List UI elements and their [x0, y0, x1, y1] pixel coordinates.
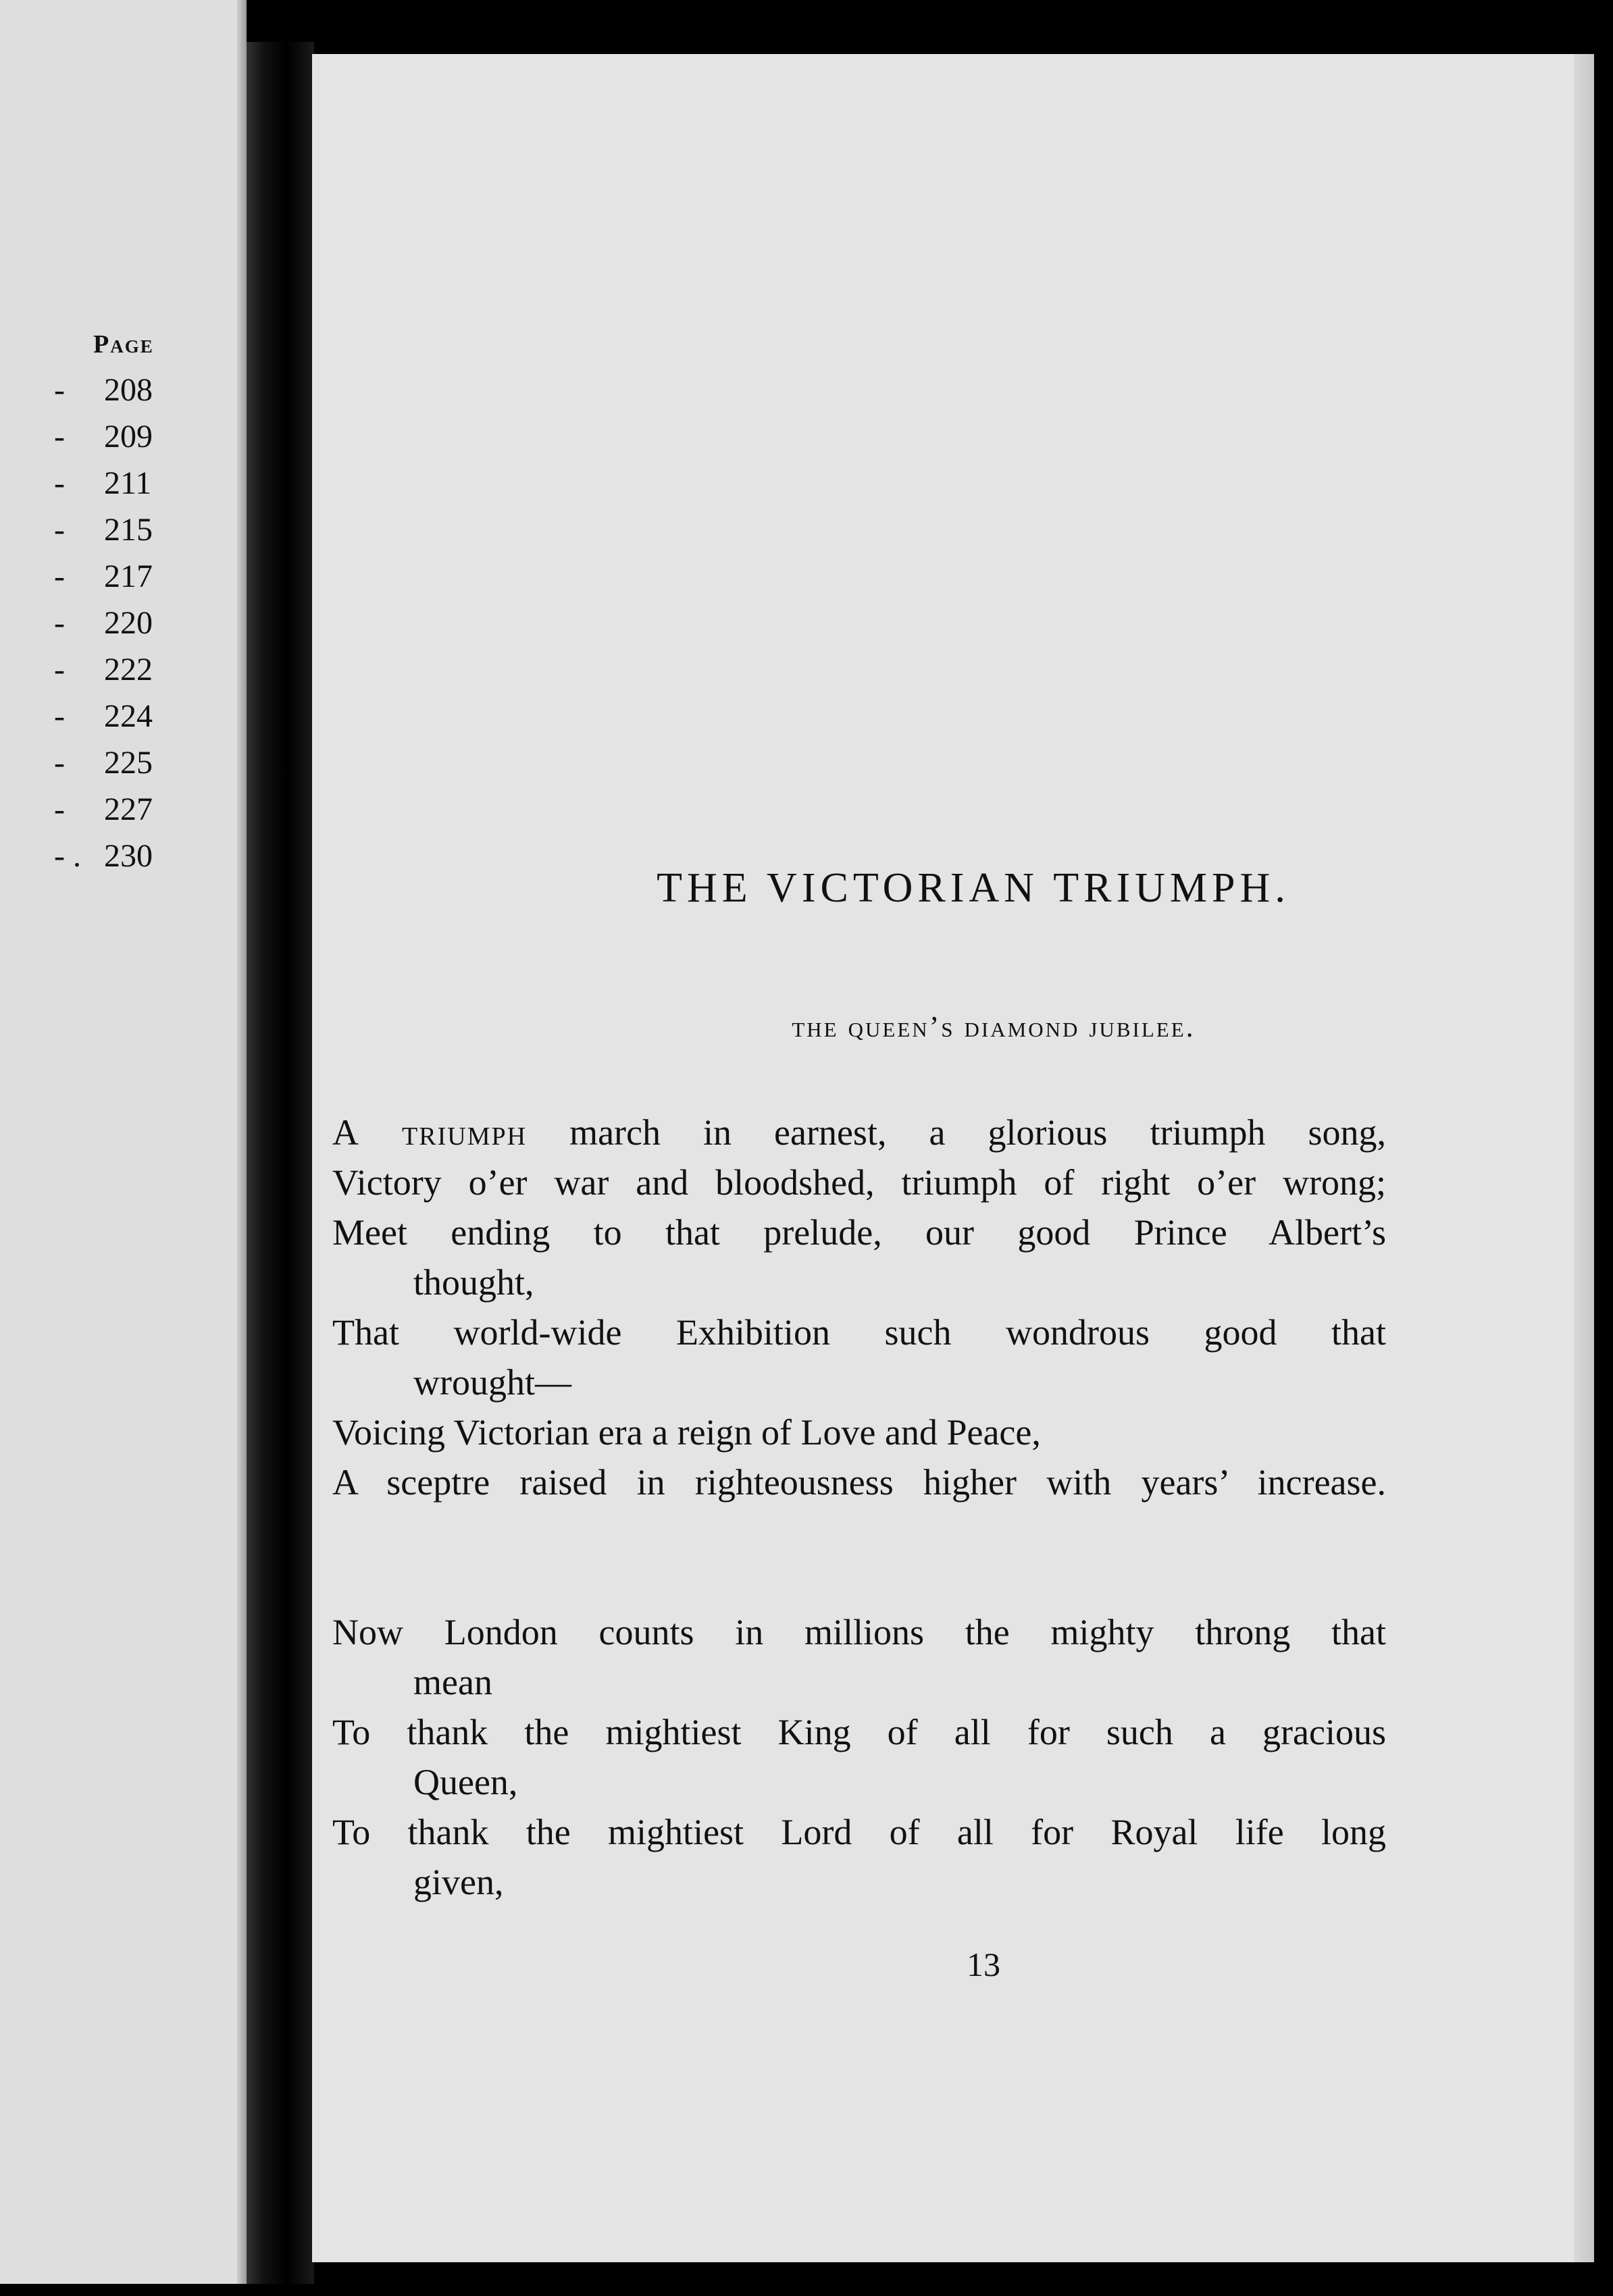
left-page: [0, 0, 247, 2284]
poem-line: Meet ending to that prelude, our good Prince Albert’s: [332, 1212, 1386, 1253]
toc-page-list: [41, 370, 216, 883]
toc-leader: -: [54, 372, 65, 408]
toc-entry: [41, 463, 216, 510]
poem-line-text: march in earnest, a glorious triumph song,: [527, 1112, 1386, 1153]
toc-page-heading: Page: [93, 330, 154, 359]
toc-entry: [41, 370, 216, 417]
poem-title: THE VICTORIAN TRIUMPH.: [657, 865, 1290, 911]
poem-line: Victory o’er war and bloodshed, triumph of right o’er wrong;: [332, 1162, 1386, 1203]
toc-entry: [41, 743, 216, 789]
toc-page-number: 225: [104, 745, 153, 781]
book-spine-shadow: [247, 42, 314, 2284]
toc-page-number: 209: [104, 419, 153, 454]
toc-entry: [41, 556, 216, 603]
toc-page-number: 227: [104, 791, 153, 827]
poem-line-continuation: given,: [413, 1862, 504, 1902]
toc-page-number: 211: [104, 465, 152, 501]
toc-leader: -: [54, 605, 65, 641]
toc-leader: -: [54, 745, 65, 781]
poem-line-continuation: thought,: [413, 1262, 534, 1303]
poem-line: Now London counts in millions the mighty throng that: [332, 1612, 1386, 1652]
poem-line: To thank the mightiest Lord of all for Royal life long: [332, 1812, 1386, 1852]
toc-page-number: 224: [104, 698, 153, 734]
toc-page-number: 220: [104, 605, 153, 641]
toc-leader: -: [54, 791, 65, 827]
poem-line-continuation: mean: [413, 1662, 492, 1702]
right-page: [312, 54, 1594, 2262]
toc-leader: -: [54, 465, 65, 501]
toc-entry: [41, 836, 216, 883]
poem-line: [332, 1107, 1386, 1157]
poem-line: That world-wide Exhibition such wondrous good that: [332, 1312, 1386, 1353]
stanza: [332, 1107, 1386, 1507]
poem-subtitle: the queen’s diamond jubilee.: [792, 1010, 1196, 1043]
toc-leader: -: [54, 558, 65, 594]
toc-leader: -: [54, 512, 65, 548]
toc-entry: [41, 789, 216, 836]
toc-entry: [41, 650, 216, 696]
stanza: [332, 1607, 1386, 1907]
toc-leader: - .: [54, 838, 81, 874]
toc-leader: -: [54, 419, 65, 454]
poem-line: Voicing Victorian era a reign of Love and Peace,: [332, 1412, 1041, 1453]
toc-page-number: 217: [104, 558, 153, 594]
toc-page-number: 230: [104, 838, 153, 874]
toc-leader: -: [54, 698, 65, 734]
poem-line-continuation: Queen,: [413, 1762, 518, 1802]
toc-entry: [41, 696, 216, 743]
toc-page-number: 222: [104, 652, 153, 687]
toc-leader: -: [54, 652, 65, 687]
toc-entry: [41, 510, 216, 556]
toc-entry: [41, 417, 216, 463]
toc-page-number: 215: [104, 512, 153, 548]
poem-line: A sceptre raised in righteousness higher with years’ increase.: [332, 1462, 1386, 1503]
toc-entry: [41, 603, 216, 650]
right-page-edge: [1574, 54, 1594, 2262]
page-number: 13: [967, 1946, 1000, 1983]
poem-line-continuation: wrought—: [413, 1362, 571, 1403]
toc-page-number: 208: [104, 372, 153, 408]
opening-small-caps: A triumph: [332, 1112, 528, 1153]
poem-line: To thank the mightiest King of all for such a gracious: [332, 1712, 1386, 1752]
left-page-gutter: [237, 0, 247, 2284]
